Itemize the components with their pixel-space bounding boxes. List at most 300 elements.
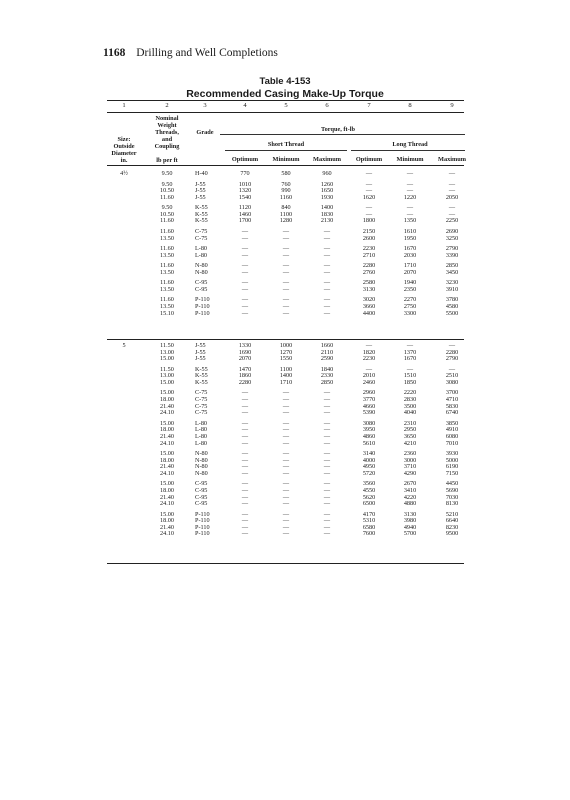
torque-cell: 5700 [403,530,417,538]
torque-cell: — [241,517,249,525]
torque-cell: 1160 [279,193,293,201]
torque-cell: — [282,245,290,252]
torque-cell: 5500 [445,309,459,317]
weight-cell: 13.50 [160,268,174,276]
column-number: 7 [367,102,371,109]
torque-cell: — [406,187,414,195]
torque-cell: 3650 [403,432,417,440]
torque-cell: — [282,463,290,471]
torque-cell: 3930 [445,450,459,457]
torque-cell: 3080 [445,378,459,386]
torque-cell: — [448,210,456,218]
grade-cell: H-40 [195,170,208,177]
weight-cell: 9.50 [161,204,173,212]
torque-cell: — [323,302,331,310]
torque-cell: — [323,251,331,259]
torque-cell: — [241,500,249,508]
grade-cell: L-80 [195,251,208,259]
torque-cell: 960 [322,170,332,177]
grade-cell: P-110 [195,309,210,317]
weight-cell: 15.00 [160,480,174,488]
torque-cell: 2310 [403,419,417,427]
torque-cell: 2280 [238,378,252,386]
torque-cell: 1350 [403,217,417,225]
torque-cell: 3230 [445,279,459,287]
weight-cell: 11.60 [160,262,174,270]
torque-cell: — [282,523,290,531]
grade-cell: L-80 [195,426,208,434]
torque-cell: — [323,419,331,427]
torque-cell: 1400 [320,204,334,212]
grade-cell: K-55 [195,217,208,225]
torque-cell: 1330 [238,342,252,349]
torque-cell: 1280 [279,217,293,225]
grade-cell: K-55 [195,210,208,218]
header-size: Diameter [111,150,137,157]
torque-cell: — [365,365,373,373]
torque-cell: — [241,302,249,310]
weight-cell: 11.60 [160,245,174,252]
grade-cell: J-55 [195,180,206,188]
torque-cell: 1860 [238,372,252,380]
torque-cell: 3390 [445,251,459,259]
torque-cell: — [241,409,249,417]
torque-cell: 7150 [445,469,459,477]
torque-cell: 2360 [403,450,417,457]
weight-cell: 10.50 [160,210,174,218]
torque-cell: — [241,234,249,242]
torque-cell: — [241,389,249,397]
torque-cell: 1690 [238,348,252,356]
torque-cell: — [365,342,373,349]
torque-cell: — [241,396,249,403]
torque-cell: — [323,268,331,276]
weight-cell: 11.60 [160,227,174,235]
torque-cell: 1840 [320,365,334,373]
header-maximum: Maximum [438,156,466,163]
torque-cell: — [241,493,249,501]
weight-cell: 13.00 [160,348,174,356]
torque-cell: 3140 [362,450,376,457]
torque-cell: 1550 [279,355,293,363]
grade-cell: C-75 [195,409,208,417]
torque-cell: 1800 [362,217,376,225]
torque-cell: — [448,187,456,195]
torque-cell: 1950 [403,234,417,242]
torque-cell: — [323,402,331,410]
short-thread-rule [225,150,347,151]
weight-cell: 21.40 [160,432,174,440]
torque-cell: — [323,530,331,538]
torque-cell: 2270 [403,296,417,304]
torque-cell: 3560 [362,480,376,488]
torque-cell: 7600 [362,530,376,538]
torque-cell: 1460 [238,210,252,218]
torque-cell: 2790 [445,245,459,252]
header-weight: lb per ft [156,157,178,164]
torque-cell: — [282,234,290,242]
torque-cell: — [282,493,290,501]
header-optimum: Optimum [355,156,383,163]
torque-cell: — [365,170,373,177]
torque-cell: 2280 [362,262,376,270]
weight-cell: 15.00 [160,450,174,457]
torque-cell: 3020 [362,296,376,304]
weight-cell: 15.10 [160,309,174,317]
torque-cell: 3980 [403,517,417,525]
torque-cell: 5620 [362,493,376,501]
grade-cell: N-80 [195,456,208,464]
grade-cell: K-55 [195,365,208,373]
torque-cell: 6580 [362,523,376,531]
torque-cell: — [241,309,249,317]
torque-cell: — [282,480,290,488]
header-weight: Nominal [155,115,179,122]
torque-cell: 3710 [403,463,417,471]
weight-cell: 15.00 [160,510,174,518]
header-minimum: Minimum [272,156,300,163]
weight-cell: 9.50 [161,180,173,188]
torque-cell: — [323,296,331,304]
torque-cell: 2460 [362,378,376,386]
torque-cell: 1470 [238,365,252,373]
torque-cell: 2030 [403,251,417,259]
torque-cell: — [241,426,249,434]
torque-cell: — [282,469,290,477]
torque-cell: 1940 [403,279,417,287]
torque-cell: 3410 [403,486,417,494]
torque-cell: 4290 [403,469,417,477]
torque-cell: 4000 [362,456,376,464]
torque-cell: 2010 [362,372,376,380]
torque-cell: — [241,251,249,259]
torque-cell: — [282,439,290,447]
torque-cell: 5690 [445,486,459,494]
torque-cell: 7010 [445,439,459,447]
torque-cell: — [241,279,249,287]
torque-cell: 2830 [403,396,417,403]
torque-cell: 5000 [445,456,459,464]
torque-cell: 760 [281,180,291,188]
table-title: Recommended Casing Make-Up Torque [186,88,384,100]
torque-cell: 4880 [403,500,417,508]
weight-cell: 13.50 [160,251,174,259]
torque-cell: 5210 [445,510,459,518]
torque-cell: — [406,210,414,218]
grade-cell: L-80 [195,432,208,440]
header-long-thread: Long Thread [392,141,428,148]
weight-cell: 11.50 [160,365,174,373]
weight-cell: 10.50 [160,187,174,195]
torque-cell: — [323,409,331,417]
torque-cell: — [323,234,331,242]
header-minimum: Minimum [396,156,424,163]
header-weight: and [161,136,173,143]
grade-cell: J-55 [195,355,206,363]
torque-cell: — [323,432,331,440]
torque-cell: — [241,285,249,293]
section-rule [107,339,464,340]
torque-cell: 2280 [445,348,459,356]
grade-cell: J-55 [195,187,206,195]
torque-cell: — [282,402,290,410]
torque-cell: — [282,251,290,259]
grade-cell: J-55 [195,348,206,356]
weight-cell: 11.50 [160,342,174,349]
torque-cell: 4450 [445,480,459,488]
torque-cell: — [282,409,290,417]
torque-cell: 2580 [362,279,376,287]
torque-cell: 4040 [403,409,417,417]
grade-cell: C-95 [195,285,208,293]
torque-cell: 2350 [403,285,417,293]
torque-cell: 2250 [445,217,459,225]
long-thread-rule [351,150,465,151]
torque-cell: — [365,180,373,188]
torque-cell: — [323,523,331,531]
torque-cell: — [323,469,331,477]
torque-cell: 1660 [320,342,334,349]
torque-cell: 4210 [403,439,417,447]
torque-cell: — [323,480,331,488]
torque-cell: 580 [281,170,291,177]
torque-cell: — [323,456,331,464]
torque-cell: 1220 [403,193,417,201]
torque-cell: 1670 [403,245,417,252]
grade-cell: K-55 [195,204,208,212]
header-weight: Weight [157,122,177,129]
grade-cell: C-75 [195,227,208,235]
torque-cell: 4660 [362,402,376,410]
torque-cell: 1830 [320,210,334,218]
torque-cell: — [241,480,249,488]
torque-cell: 770 [240,170,250,177]
table-number: Table 4-153 [259,76,311,87]
torque-cell: 1850 [403,378,417,386]
grade-cell: K-55 [195,372,208,380]
torque-cell: 1670 [403,355,417,363]
grade-cell: P-110 [195,517,210,525]
torque-cell: 2150 [362,227,376,235]
grade-cell: C-95 [195,486,208,494]
weight-cell: 21.40 [160,463,174,471]
torque-cell: 6740 [445,409,459,417]
torque-cell: — [448,365,456,373]
torque-cell: 4400 [362,309,376,317]
torque-cell: — [282,279,290,287]
grade-cell: K-55 [195,378,208,386]
torque-cell: 4710 [445,396,459,403]
torque-span-rule [220,134,465,135]
torque-cell: — [323,245,331,252]
torque-cell: 6640 [445,517,459,525]
torque-cell: 2070 [403,268,417,276]
grade-cell: P-110 [195,523,210,531]
torque-cell: 3130 [403,510,417,518]
grade-cell: N-80 [195,450,208,457]
header-weight: Coupling [154,143,180,150]
grade-cell: J-55 [195,193,206,201]
grade-cell: C-95 [195,480,208,488]
torque-cell: 3850 [445,419,459,427]
torque-cell: — [323,486,331,494]
torque-cell: — [241,419,249,427]
torque-cell: — [241,268,249,276]
weight-cell: 24.10 [160,439,174,447]
grade-cell: P-110 [195,530,210,538]
weight-cell: 24.10 [160,530,174,538]
torque-cell: — [241,510,249,518]
torque-cell: 2590 [320,355,334,363]
torque-cell: — [323,500,331,508]
grade-cell: C-75 [195,234,208,242]
grade-cell: J-55 [195,342,206,349]
torque-cell: — [241,486,249,494]
torque-cell: — [282,302,290,310]
torque-cell: 2110 [320,348,334,356]
grade-cell: C-75 [195,402,208,410]
weight-cell: 11.60 [160,296,174,304]
torque-cell: 5610 [362,439,376,447]
torque-cell: — [323,510,331,518]
header-size: in. [120,157,128,164]
torque-cell: 1620 [362,193,376,201]
torque-cell: — [282,530,290,538]
torque-cell: 3770 [362,396,376,403]
weight-cell: 21.40 [160,523,174,531]
torque-cell: 2510 [445,372,459,380]
torque-cell: — [241,245,249,252]
torque-cell: 5830 [445,402,459,410]
weight-cell: 21.40 [160,402,174,410]
torque-cell: 1510 [403,372,417,380]
torque-cell: 1260 [320,180,334,188]
torque-cell: 2230 [362,355,376,363]
torque-cell: — [282,500,290,508]
torque-cell: 1650 [320,187,334,195]
torque-cell: 1120 [238,204,252,212]
torque-cell: 2050 [445,193,459,201]
torque-cell: 1700 [238,217,252,225]
torque-cell: 1540 [238,193,252,201]
torque-cell: 4860 [362,432,376,440]
column-number: 6 [325,102,329,109]
torque-cell: 1370 [403,348,417,356]
weight-cell: 15.00 [160,355,174,363]
torque-cell: 5310 [362,517,376,525]
column-number: 5 [284,102,288,109]
torque-cell: — [323,517,331,525]
grade-cell: N-80 [195,262,208,270]
weight-cell: 13.50 [160,285,174,293]
torque-cell: — [282,396,290,403]
torque-cell: 2070 [238,355,252,363]
torque-cell: 1100 [279,365,293,373]
torque-cell: 3910 [445,285,459,293]
torque-cell: 4220 [403,493,417,501]
weight-cell: 24.10 [160,500,174,508]
weight-cell: 18.00 [160,517,174,525]
torque-cell: — [323,450,331,457]
torque-cell: — [282,227,290,235]
torque-cell: 1100 [279,210,293,218]
grade-cell: C-95 [195,493,208,501]
torque-cell: — [323,262,331,270]
torque-cell: 1930 [320,193,334,201]
column-number: 1 [122,102,126,109]
grade-cell: N-80 [195,268,208,276]
torque-cell: 2710 [362,251,376,259]
torque-cell: — [365,210,373,218]
grade-cell: C-75 [195,389,208,397]
torque-cell: — [323,309,331,317]
torque-cell: 3250 [445,234,459,242]
grade-cell: L-80 [195,439,208,447]
torque-cell: 3300 [403,309,417,317]
weight-cell: 9.50 [161,170,173,177]
torque-cell: 2670 [403,480,417,488]
torque-cell: — [241,262,249,270]
torque-cell: — [448,204,456,212]
torque-cell: — [406,342,414,349]
torque-cell: — [282,517,290,525]
torque-cell: 2950 [403,426,417,434]
torque-cell: — [282,268,290,276]
torque-cell: — [323,396,331,403]
torque-cell: 1820 [362,348,376,356]
torque-cell: — [241,469,249,477]
torque-cell: 2220 [403,389,417,397]
torque-cell: 3660 [362,302,376,310]
torque-cell: 3780 [445,296,459,304]
torque-cell: — [365,204,373,212]
grade-cell: C-75 [195,396,208,403]
grade-cell: P-110 [195,296,210,304]
torque-cell: 2850 [445,262,459,270]
torque-cell: — [282,456,290,464]
torque-cell: 2760 [362,268,376,276]
torque-cell: — [282,510,290,518]
torque-cell: 8130 [445,500,459,508]
torque-cell: 990 [281,187,291,195]
torque-cell: — [323,493,331,501]
grade-cell: L-80 [195,245,208,252]
torque-cell: 7030 [445,493,459,501]
torque-cell: 3950 [362,426,376,434]
torque-cell: — [323,389,331,397]
torque-cell: 6500 [362,500,376,508]
torque-cell: 2600 [362,234,376,242]
weight-cell: 24.10 [160,409,174,417]
torque-cell: 4580 [445,302,459,310]
size-cell: 5 [122,342,126,349]
header-bottom-rule [107,165,464,166]
torque-cell: 3500 [403,402,417,410]
torque-cell: 840 [281,204,291,212]
torque-cell: — [282,285,290,293]
torque-cell: — [241,450,249,457]
torque-cell: — [406,180,414,188]
torque-cell: 2690 [445,227,459,235]
grade-cell: P-110 [195,510,210,518]
weight-cell: 15.00 [160,378,174,386]
torque-cell: — [282,389,290,397]
torque-cell: — [406,204,414,212]
table-bottom-rule [107,563,464,564]
torque-cell: 1710 [279,378,293,386]
torque-cell: — [282,309,290,317]
column-number: 3 [203,102,207,109]
